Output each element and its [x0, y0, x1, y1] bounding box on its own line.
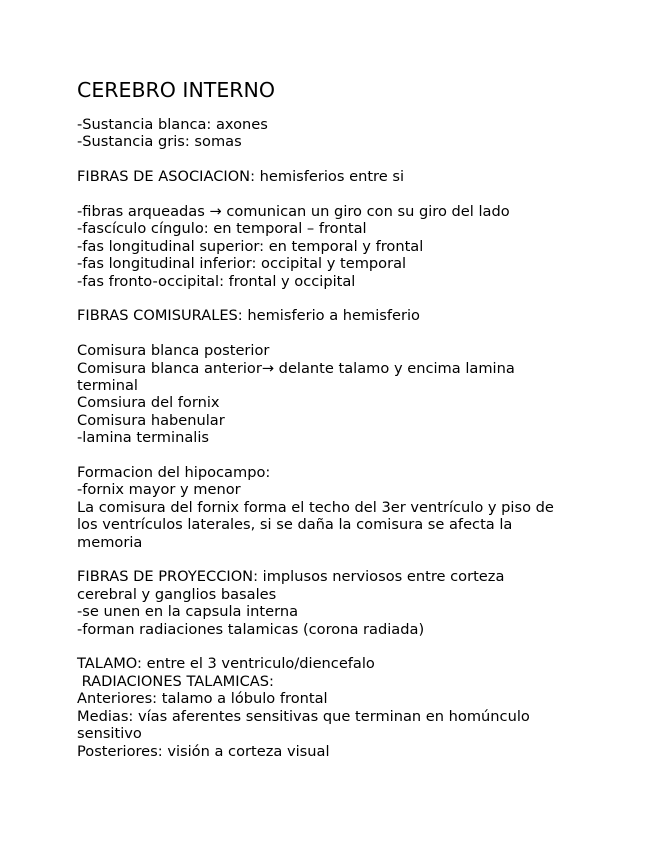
blank-line — [77, 186, 637, 203]
document-body — [77, 116, 637, 760]
text-line: Formacion del hipocampo: — [77, 464, 271, 482]
text-line: -fascículo cíngulo: en temporal – frontal — [77, 220, 367, 238]
text-line: terminal — [77, 377, 138, 395]
text-line: -fas fronto-occipital: frontal y occipital — [77, 272, 356, 290]
text-line: -Sustancia gris: somas — [77, 133, 242, 151]
text-line: FIBRAS DE ASOCIACION: hemisferios entre si — [77, 168, 404, 186]
text-line: cerebral y ganglios basales — [77, 585, 277, 603]
text-line: FIBRAS DE PROYECCION: implusos nerviosos entre corteza — [77, 568, 505, 586]
text-line: TALAMO: entre el 3 ventriculo/diencefalo — [77, 655, 375, 673]
text-line: FIBRAS COMISURALES: hemisferio a hemisferio — [77, 307, 420, 325]
blank-line — [77, 551, 637, 568]
text-line: Posteriores: visión a corteza visual — [77, 742, 330, 760]
text-line: Comisura blanca posterior — [77, 342, 270, 360]
document-title: CEREBRO INTERNO — [77, 78, 275, 102]
text-line: -fas longitudinal superior: en temporal y frontal — [77, 237, 424, 255]
text-line: La comisura del fornix forma el techo del 3er ventrículo y piso de — [77, 498, 554, 516]
blank-line — [77, 151, 637, 168]
document-page — [77, 76, 637, 760]
text-line: -fibras arqueadas → comunican un giro con su giro del lado — [77, 203, 510, 220]
text-line: Comsiura del fornix — [77, 394, 220, 412]
text-line: Comisura blanca anterior→ delante talamo y encima lamina — [77, 359, 515, 377]
text-line: sensitivo — [77, 725, 142, 743]
text-line: memoria — [77, 533, 143, 551]
text-line: -Sustancia blanca: axones — [77, 116, 268, 133]
text-line: Comisura habenular — [77, 411, 225, 429]
text-line: -fornix mayor y menor — [77, 481, 241, 499]
text-line: -lamina terminalis — [77, 429, 209, 447]
blank-line — [77, 290, 637, 307]
text-line: -se unen en la capsula interna — [77, 603, 299, 621]
blank-line — [77, 325, 637, 342]
blank-line — [77, 447, 637, 464]
blank-line — [77, 638, 637, 655]
text-line: RADIACIONES TALAMICAS: — [77, 672, 274, 690]
text-line: -fas longitudinal inferior: occipital y temporal — [77, 255, 407, 273]
text-line: Medias: vías aferentes sensitivas que terminan en homúnculo — [77, 707, 530, 725]
text-line: -forman radiaciones talamicas (corona radiada) — [77, 620, 425, 638]
text-line: Anteriores: talamo a lóbulo frontal — [77, 690, 328, 708]
text-line: los ventrículos laterales, si se daña la comisura se afecta la — [77, 516, 513, 534]
